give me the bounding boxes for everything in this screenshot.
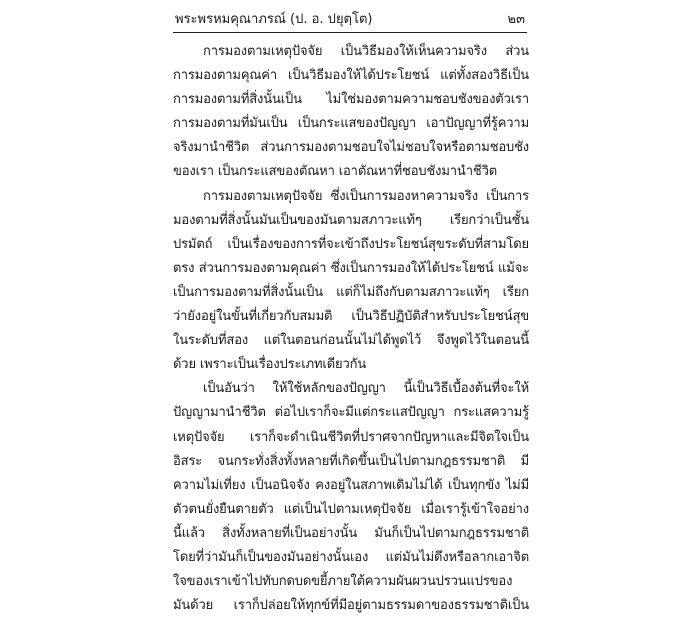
text-line: อิสระ จนกระทั่งสิ่งทั้งหลายที่เกิดขึ้นเป็นไปตามกฎธรรมชาติ มี [173,453,529,469]
text-line: การมองตามที่มันเป็น เป็นกระแสของปัญญา เอาปัญญาที่รู้ความ [173,116,529,132]
text-line: ว่ายังอยู่ในขั้นที่เกี่ยวกับสมมติ เป็นวิธีปฏิบัติสำหรับประโยชน์สุข [173,309,529,325]
text-line: การมองตามที่สิ่งนั้นเป็น ไม่ใช่มองตามความชอบชังของตัวเรา [173,92,529,108]
text-line: เหตุปัจจัย เราก็จะดำเนินชีวิตที่ปราศจากปัญหาและมีจิตใจเป็น [173,429,529,445]
text-line: การมองตามคุณค่า เป็นวิธีมองให้ได้ประโยชน์ แต่ทั้งสองวิธีเป็น [173,68,529,84]
page-header [175,8,525,30]
text-line: การมองตามเหตุปัจจัย เป็นวิธีมองให้เห็นความจริง ส่วน [203,44,529,59]
text-line: ตัวตนยั่งยืนตายตัว แต่เป็นไปตามเหตุปัจจัย เมื่อเรารู้เข้าใจอย่าง [173,501,529,517]
text-line: เป็นอันว่า ให้ใช้หลักของปัญญา นี้เป็นวิธีเบื้องต้นที่จะให้ [203,381,529,397]
text-line: เป็นการมองตามที่สิ่งนั้นเป็น แต่ก็ไม่ถึงกับตามสภาวะแท้ๆ เรียก [173,284,529,300]
text-line: การมองตามเหตุปัจจัย ซึ่งเป็นการมองหาความจริง เป็นการ [203,188,529,204]
text-line: ด้วย เพราะเป็นเรื่องประเภทเดียวกัน [173,357,367,373]
text-line: มันด้วย เราก็ปล่อยให้ทุกข์ที่มีอยู่ตามธรรมดาของธรรมชาติเป็น [173,598,529,614]
text-line: ของเรา เป็นกระแสของตัณหา เอาตัณหาที่ชอบชังมานำชีวิต [173,164,498,180]
text-line: ใจของเราเข้าไปทับกดบดขยี้ภายใต้ความผันผวนปรวนแปรของ [173,574,513,590]
body-text [173,40,529,618]
text-line: ความไม่เที่ยง เป็นอนิจจัง คงอยู่ในสภาพเดิมไม่ได้ เป็นทุกขัง ไม่มี [173,477,529,493]
text-line: ตรง ส่วนการมองตามคุณค่า ซึ่งเป็นการมองให้ได้ประโยชน์ แม้จะ [173,260,529,276]
text-line: ปรมัตถ์ เป็นเรื่องของการที่จะเข้าถึงประโยชน์สุขระดับที่สามโดย [173,236,529,252]
text-line: ปัญญามานำชีวิต ต่อไปเราก็จะมีแต่กระแสปัญญา กระแสความรู้ [173,405,529,421]
header-rule [173,32,527,33]
text-line: ในระดับที่สอง แต่ในตอนก่อนนั้นไม่ได้พูดไว้ จึงพูดไว้ในตอนนี้ [173,333,529,349]
page-number: ๒๓ [507,12,525,27]
text-line: จริงมานำชีวิต ส่วนการมองตามชอบใจไม่ชอบใจหรือตามชอบชัง [173,140,529,156]
text-line: มองตามที่สิ่งนั้นมันเป็นของมันตามสภาวะแท้ๆ เรียกว่าเป็นชั้น [173,212,529,228]
text-line: โดยที่ว่ามันก็เป็นของมันอย่างนั้นเอง แต่มันไม่ดึงหรือลากเอาจิต [173,549,529,565]
running-title: พระพรหมคุณาภรณ์ (ป. อ. ปยุตฺโต) [175,12,373,27]
text-line: นี้แล้ว สิ่งทั้งหลายที่เป็นอย่างนั้น มันก็เป็นไปตามกฎธรรมชาติ [173,525,529,541]
